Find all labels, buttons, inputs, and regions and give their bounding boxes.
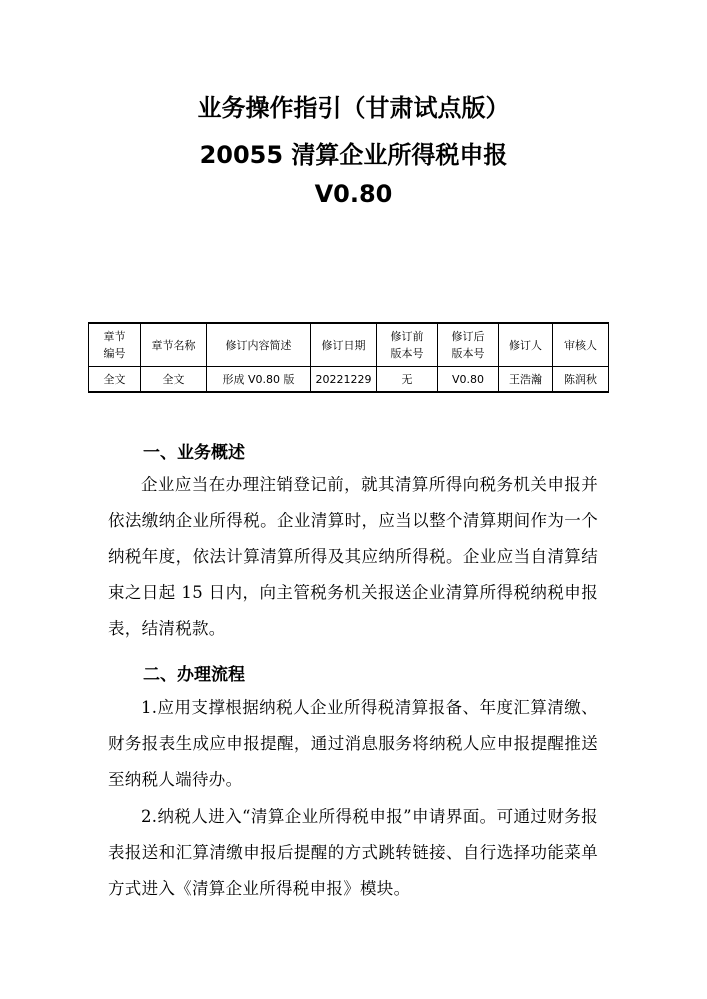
table-row [89,367,609,393]
cell-reviser: 王浩瀚 [499,367,553,393]
revision-table-header [89,323,609,367]
doc-title-line1: 业务操作指引（甘肃试点版） [197,94,510,122]
header-chapter-name: 章节名称 [141,323,207,367]
header-version-after: 修订后 版本号 [438,323,499,367]
cell-reviewer: 陈润秋 [553,367,609,393]
header-chapter-no: 章节 编号 [89,323,141,367]
section-paragraph-overview: 企业应当在办理注销登记前，就其清算所得向税务机关申报并依法缴纳企业所得税。企业清算时，应当以整个清算期间作为一个纳税年度，依法计算清算所得及其应纳所得税。企业应当自清算结束之日起 15 日内，向主管税务机关报送企业清算所得税纳税申报表，结清税款。 [108,475,598,638]
cell-chapter-no: 全文 [89,367,141,393]
header-reviewer: 审核人 [553,323,609,367]
cell-revision-summary: 形成 V0.80 版 [207,367,311,393]
header-revision-date: 修订日期 [311,323,377,367]
cell-chapter-name: 全文 [141,367,207,393]
cell-version-before: 无 [377,367,438,393]
process-step-1: 1.应用支撑根据纳税人企业所得税清算报备、年度汇算清缴、财务报表生成应申报提醒，通过消息服务将纳税人应申报提醒推送至纳税人端待办。 [108,698,598,789]
revision-table [88,322,609,393]
cell-version-after: V0.80 [438,367,499,393]
section-heading-overview: 一、业务概述 [143,443,245,463]
doc-version: V0.80 [314,180,393,208]
header-revision-summary: 修订内容简述 [207,323,311,367]
cell-revision-date: 20221229 [311,367,377,393]
header-reviser: 修订人 [499,323,553,367]
header-version-before: 修订前 版本号 [377,323,438,367]
doc-title-line2: 20055 清算企业所得税申报 [199,141,508,169]
process-step-2: 2.纳税人进入“清算企业所得税申报”申请界面。可通过财务报表报送和汇算清缴申报后提醒的方式跳转链接、自行选择功能菜单方式进入《清算企业所得税申报》模块。 [108,807,598,898]
section-heading-process: 二、办理流程 [143,665,245,685]
